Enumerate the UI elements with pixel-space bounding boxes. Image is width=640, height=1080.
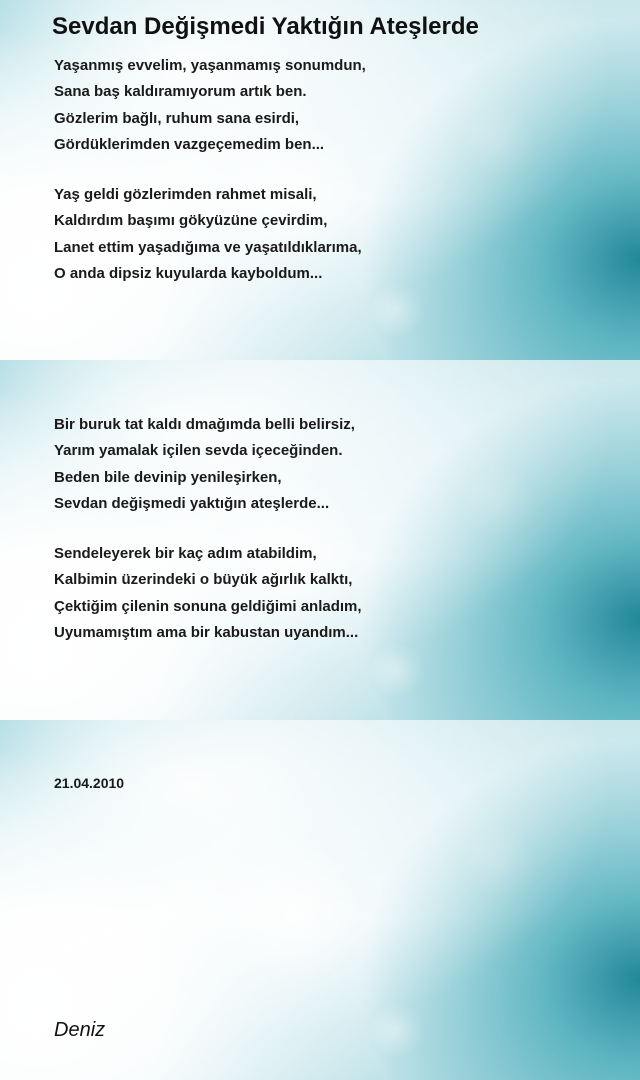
poem-line: O anda dipsiz kuyularda kayboldum... [54,264,323,282]
poem-line: Uyumamıştım ama bir kabustan uyandım... [54,623,359,641]
stanza-1 [54,53,366,158]
poem-line: Gözlerim bağlı, ruhum sana esirdi, [54,109,300,127]
poem-date: 21.04.2010 [54,775,125,791]
poem-line: Lanet ettim yaşadığıma ve yaşatıldıklarıma, [54,238,362,256]
poem-panel-1 [0,0,640,360]
poem-line: Yaş geldi gözlerimden rahmet misali, [54,186,317,203]
stanza-3 [54,412,355,517]
poem-line: Yarım yamalak içilen sevda içeceğinden. [54,442,343,460]
poem-line: Beden bile devinip yenileşirken, [54,468,282,486]
poem-panel-3 [0,720,640,1080]
poem-line: Kalbimin üzerindeki o büyük ağırlık kalktı, [54,571,353,589]
poem-line: Yaşanmış evvelim, yaşanmamış sonumdun, [54,57,366,74]
poem-title: Sevdan Değişmedi Yaktığın Ateşlerde [52,13,479,40]
poem-line: Gördüklerimden vazgeçemedim ben... [54,135,325,153]
poem-line: Sana baş kaldıramıyorum artık ben. [54,83,307,101]
poem-line: Sevdan değişmedi yaktığın ateşlerde... [54,494,330,512]
poem-line: Kaldırdım başımı gökyüzüne çevirdim, [54,212,328,230]
poem-line: Sendeleyerek bir kaç adım atabildim, [54,545,317,562]
stanza-2 [54,182,362,287]
stanza-4 [54,541,362,646]
poem-line: Bir buruk tat kaldı dmağımda belli belirsiz, [54,416,355,433]
poem-panel-2 [0,360,640,720]
poem-author: Deniz [54,1019,106,1041]
poem-line: Çektiğim çilenin sonuna geldiğimi anladım, [54,597,362,615]
